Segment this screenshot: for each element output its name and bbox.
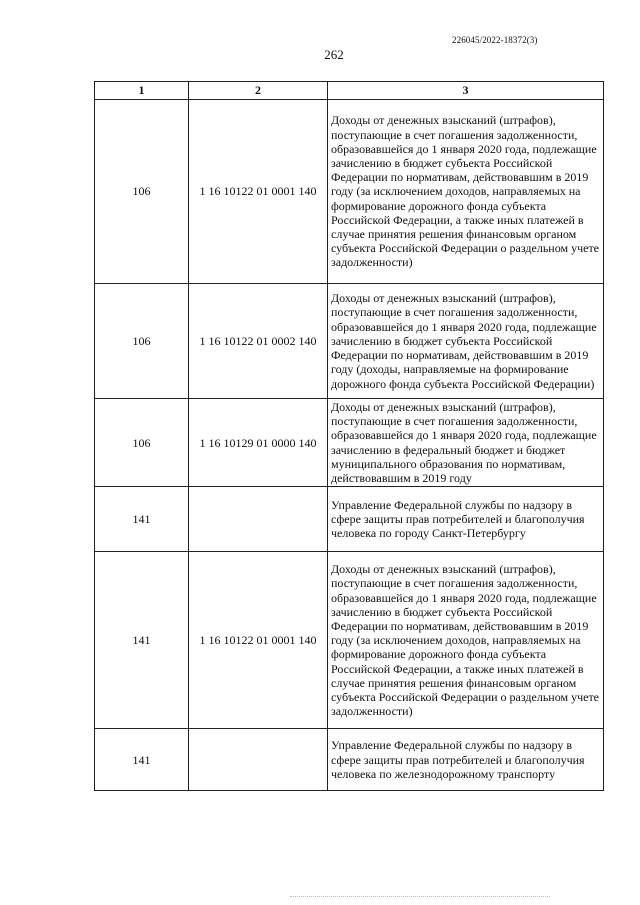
admin-code-cell: 141 (95, 487, 189, 552)
page-number: 262 (324, 47, 344, 62)
admin-code-cell: 141 (95, 552, 189, 729)
table-row (95, 399, 604, 487)
agency-name-cell: Управление Федеральной службы по надзору в сфере защиты прав потребителей и благополучия человека по городу Санкт-Петербургу (328, 487, 604, 552)
table-row (95, 100, 604, 284)
admin-code-cell: 141 (95, 729, 189, 791)
admin-code-cell: 106 (95, 100, 189, 284)
document-number: 226045/2022-18372(3) (452, 35, 538, 45)
table-row (95, 284, 604, 399)
table-row (95, 487, 604, 552)
table-row (95, 729, 604, 791)
revenue-codes-table (94, 81, 604, 791)
budget-code-cell: 1 16 10129 01 0000 140 (189, 399, 328, 487)
budget-code-cell (189, 487, 328, 552)
budget-code-cell: 1 16 10122 01 0002 140 (189, 284, 328, 399)
table-row (95, 552, 604, 729)
column-header-1: 1 (95, 82, 189, 100)
budget-code-cell (189, 729, 328, 791)
column-header-3: 3 (328, 82, 604, 100)
table-header-row (95, 82, 604, 100)
budget-code-cell: 1 16 10122 01 0001 140 (189, 552, 328, 729)
description-cell: Доходы от денежных взысканий (штрафов), поступающие в счет погашения задолженности, образовавшейся до 1 января 2020 года, подлежащие зачислению в бюджет субъекта Российской Федерации по нормативам, действовавшим в 2019 году (за исключением доходов, направляемых на формирование дорожного фонда субъекта Российской Федерации, а также иных платежей в случае принятия решения финансовым органом субъекта Российской Федерации о раздельном учете задолженности) (328, 100, 604, 284)
admin-code-cell: 106 (95, 284, 189, 399)
admin-code-cell: 106 (95, 399, 189, 487)
agency-name-cell: Управление Федеральной службы по надзору в сфере защиты прав потребителей и благополучия человека по железнодорожному транспорту (328, 729, 604, 791)
column-header-2: 2 (189, 82, 328, 100)
description-cell: Доходы от денежных взысканий (штрафов), поступающие в счет погашения задолженности, образовавшейся до 1 января 2020 года, подлежащие зачислению в бюджет субъекта Российской Федерации по нормативам, действовавшим в 2019 году (за исключением доходов, направляемых на формирование дорожного фонда субъекта Российской Федерации, а также иных платежей в случае принятия решения финансовым органом субъекта Российской Федерации о раздельном учете задолженности) (328, 552, 604, 729)
scan-artifact-line (290, 896, 550, 898)
budget-code-cell: 1 16 10122 01 0001 140 (189, 100, 328, 284)
description-cell: Доходы от денежных взысканий (штрафов), поступающие в счет погашения задолженности, образовавшейся до 1 января 2020 года, подлежащие зачислению в федеральный бюджет и бюджет муниципального образования по нормативам, действовавшим в 2019 году (328, 399, 604, 487)
description-cell: Доходы от денежных взысканий (штрафов), поступающие в счет погашения задолженности, образовавшейся до 1 января 2020 года, подлежащие зачислению в бюджет субъекта Российской Федерации по нормативам, действовавшим в 2019 году (доходы, направляемые на формирование дорожного фонда субъекта Российской Федерации) (328, 284, 604, 399)
